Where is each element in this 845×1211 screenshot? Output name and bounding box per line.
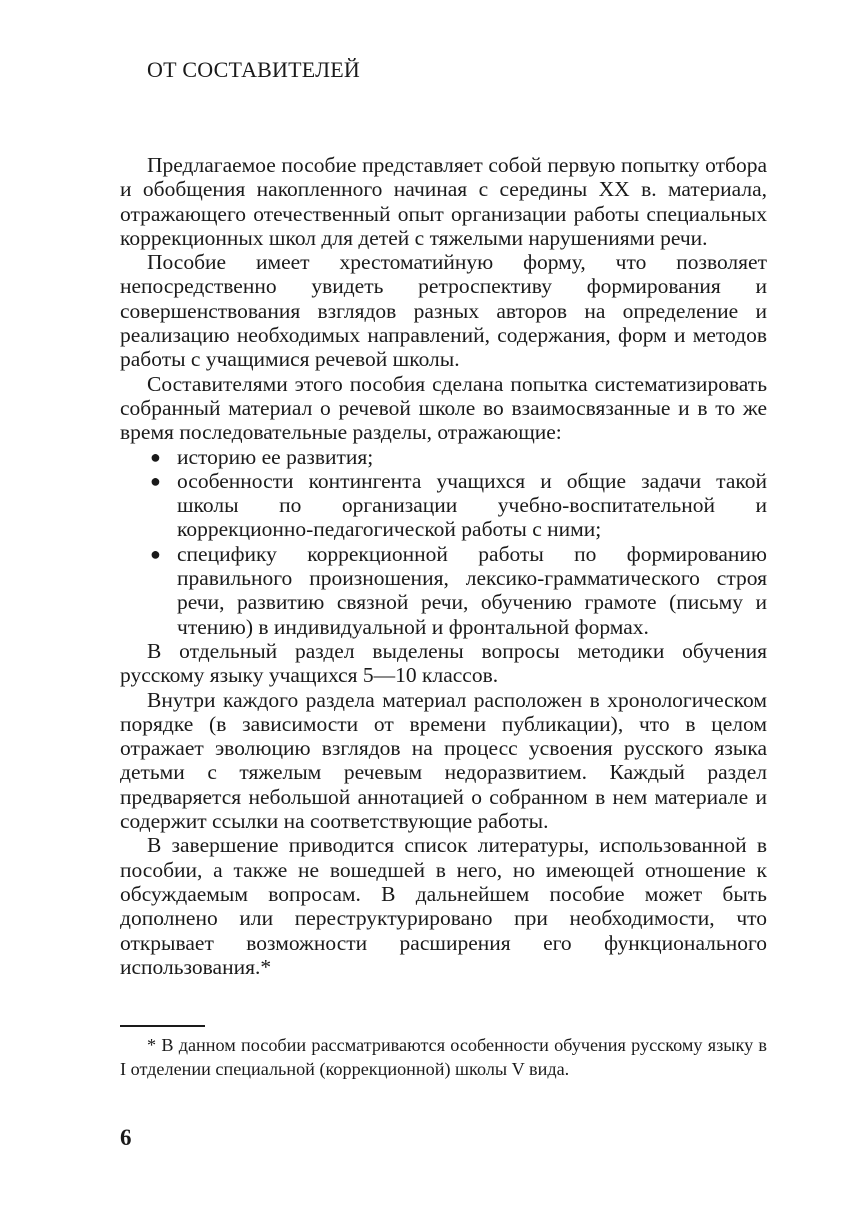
footnote-divider xyxy=(120,1025,205,1027)
paragraph: Составителями этого пособия сделана попытка систематизировать собранный материал о речевой школе во взаимосвязанные и в то же время последовательные разделы, отражающие: xyxy=(120,371,767,445)
paragraph: В отдельный раздел выделены вопросы методики обучения русскому языку учащихся 5—10 классов. xyxy=(120,638,767,688)
bullet-icon: ● xyxy=(150,543,161,564)
footnote: * В данном пособии рассматриваются особенности обучения русскому языку в I отделении специальной (коррекционной) школы V вида. xyxy=(120,1035,767,1079)
bullet-icon: ● xyxy=(150,446,161,467)
page-heading: ОТ СОСТАВИТЕЛЕЙ xyxy=(147,57,360,82)
page-number: 6 xyxy=(120,1125,132,1150)
list-item-text: историю ее развития; xyxy=(177,444,374,469)
book-page xyxy=(120,0,767,1211)
paragraph: Предлагаемое пособие представляет собой первую попытку отбора и обобщения накопленного начиная с середины XX в. материала, отражающего отечественный опыт организации работы специальных коррекционных школ для детей с тяжелыми нарушениями речи. xyxy=(120,153,767,250)
bullet-icon: ● xyxy=(150,470,161,491)
list-item-text: особенности контингента учащихся и общие задачи такой школы по организации учебно-воспитательной и коррекционно-педагогической работы с ними; xyxy=(177,468,767,542)
bullet-list xyxy=(120,445,767,639)
list-item xyxy=(120,445,767,469)
paragraph: В завершение приводится список литературы, использованной в пособии, а также не вошедшей в него, но имеющей отношение к обсуждаемым вопросам. В дальнейшем пособие может быть дополнено или переструктурировано при необходимости, что открывает возможности расширения его функционального использования.* xyxy=(120,833,767,979)
main-text xyxy=(120,153,767,979)
list-item-text: специфику коррекционной работы по формированию правильного произношения, лексико-грамматического строя речи, развитию связной речи, обучению грамоте (письму и чтению) в индивидуальной и фронтальной формах. xyxy=(177,541,767,639)
list-item xyxy=(120,469,767,542)
paragraph: Пособие имеет хрестоматийную форму, что позволяет непосредственно увидеть ретроспективу формирования и совершенствования взглядов разных авторов на определение и реализацию необходимых направлений, содержания, форм и методов работы с учащимися речевой школы. xyxy=(120,250,767,372)
list-item xyxy=(120,542,767,639)
paragraph: Внутри каждого раздела материал расположен в хронологическом порядке (в зависимости от времени публикации), что в целом отражает эволюцию взглядов на процесс усвоения русского языка детьми с тяжелым речевым недоразвитием. Каждый раздел предваряется небольшой аннотацией о собранном в нем материале и содержит ссылки на соответствующие работы. xyxy=(120,687,767,834)
